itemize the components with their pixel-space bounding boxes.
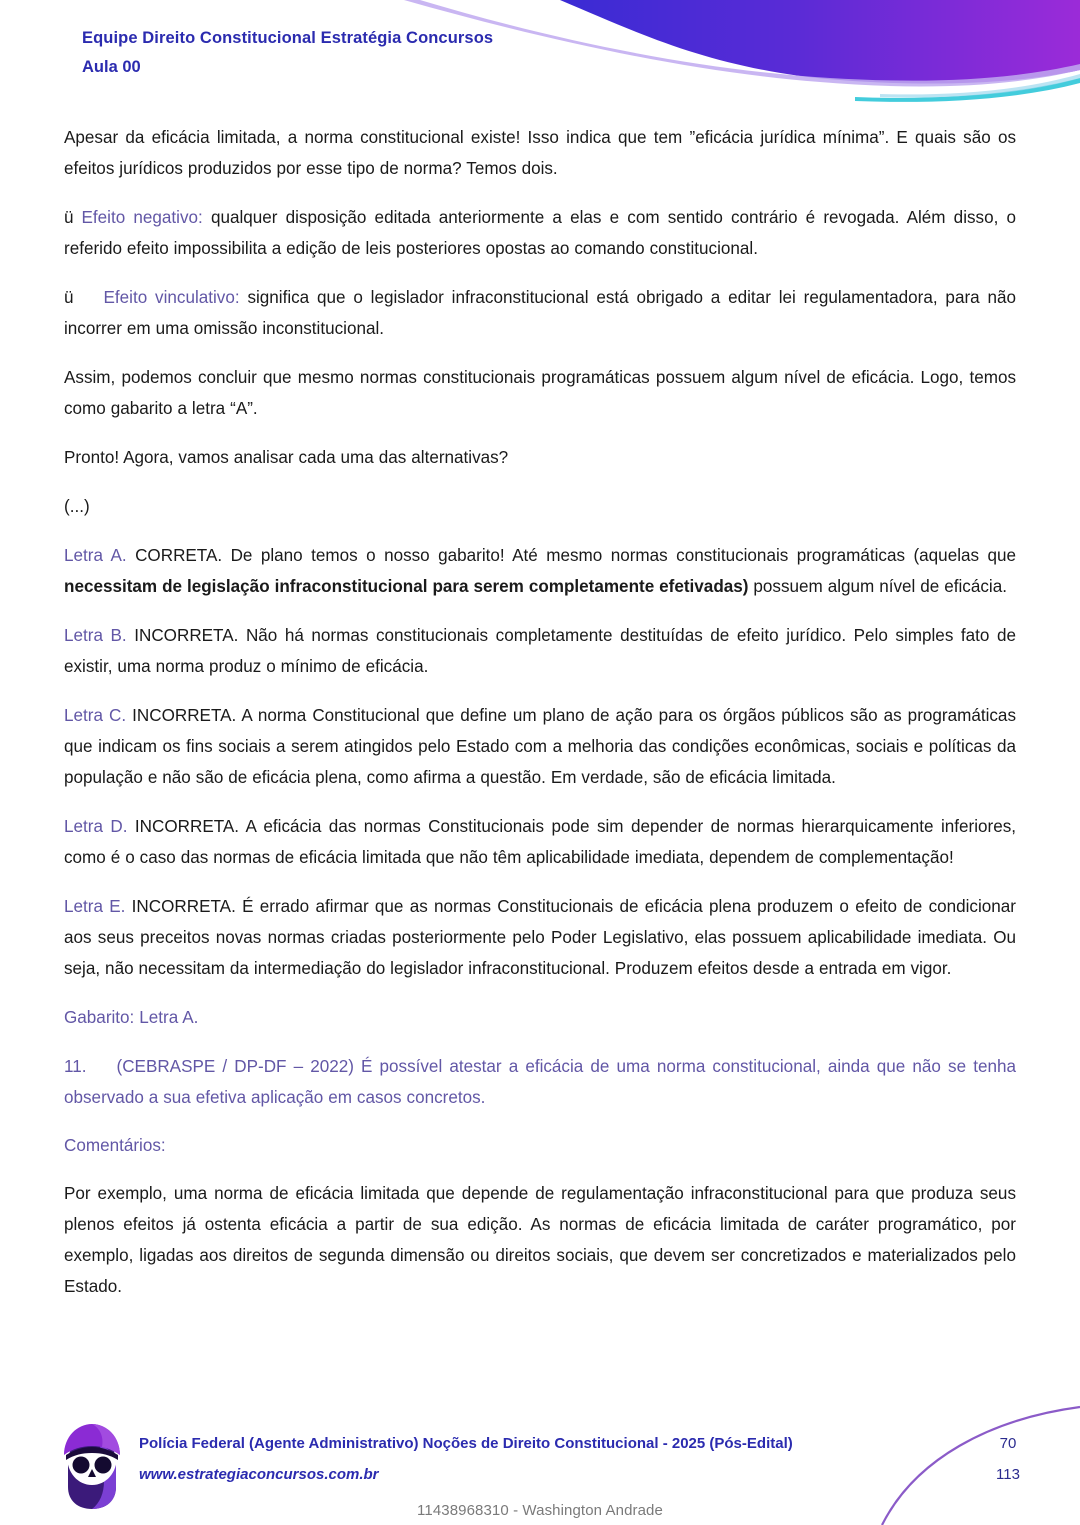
letra-b-label: Letra B. [64,626,127,645]
letra-d-text: INCORRETA. A eficácia das normas Constitucionais pode sim depender de normas hierarquicamente inferiores, como é o caso das normas de eficácia limitada que não têm aplicabilidade imediata, dependem de complementação! [64,817,1016,867]
bullet-efeito-vinculativo [64,282,1016,344]
letra-c-text: INCORRETA. A norma Constitucional que define um plano de ação para os órgãos públicos são as programáticas que indicam os fins sociais a serem atingidos pelo Estado com a melhoria das condições econômicas, sociais e políticas da população e não são de eficácia plena, como afirma a questão. Em verdade, são de eficácia limitada. [64,706,1016,787]
footer-text-block [139,1435,793,1484]
alternative-letra-e [64,891,1016,984]
page-number-current: 70 [999,1435,1017,1452]
bullet-text-efeito-vinculativo: significa que o legislador infraconstitucional está obrigado a editar lei regulamentadora, para não incorrer em uma omissão inconstitucional. [64,288,1016,338]
letra-d-label: Letra D. [64,817,128,836]
paragraph-final: Por exemplo, uma norma de eficácia limitada que depende de regulamentação infraconstitucional para que produza seus plenos efeitos já ostenta eficácia a partir de sua edição. As normas de eficácia limitada de caráter programático, por exemplo, ligadas aos direitos de segunda dimensão ou direitos sociais, que devem ser concretizados e materializados pelo Estado. [64,1184,1016,1296]
letra-a-label: Letra A. [64,546,127,565]
letra-a-text-part2: possuem algum nível de eficácia. [753,577,1007,596]
owl-right-eye [95,1457,112,1474]
paragraph-intro: Apesar da eficácia limitada, a norma constitucional existe! Isso indica que tem ”eficácia jurídica mínima”. E quais são os efeitos jurídicos produzidos por esse tipo de norma? Temos dois. [64,128,1016,178]
page-footer [0,1397,1080,1525]
checkmark-bullet-icon: ü [64,208,74,227]
gabarito-line: Gabarito: Letra A. [64,1008,199,1027]
letra-e-label: Letra E. [64,897,126,916]
paragraph-conclusao: Assim, podemos concluir que mesmo normas constitucionais programáticas possuem algum nível de eficácia. Logo, temos como gabarito a letra “A”. [64,368,1016,418]
letra-a-text-part1: CORRETA. De plano temos o nosso gabarito! Até mesmo normas constitucionais programáticas (aquelas que [135,546,1017,565]
question-11-text: (CEBRASPE / DP-DF – 2022) É possível atestar a eficácia de uma norma constitucional, ainda que não se tenha observado a sua efetiva aplicação em casos concretos. [64,1057,1016,1107]
header-team-name: Equipe Direito Constitucional Estratégia Concursos [82,29,494,47]
page-header [0,0,1080,105]
paragraph-ellipsis: (...) [64,497,90,516]
page-number-block [978,1435,1038,1484]
header-lesson-label: Aula 00 [82,57,141,76]
question-11 [64,1051,1016,1113]
bullet-text-efeito-negativo: qualquer disposição editada anteriormente a elas e com sentido contrário é revogada. Além disso, o referido efeito impossibilita a edição de leis posteriores opostas ao comando constitucional. [64,208,1017,258]
header-title-block [82,28,493,77]
document-content [64,122,1016,1320]
footer-watermark: 11438968310 - Washington Andrade [417,1502,663,1519]
checkmark-bullet-icon: ü [64,288,74,307]
footer-website-url[interactable]: www.estrategiaconcursos.com.br [139,1466,379,1483]
alternative-letra-a [64,540,1016,602]
bullet-label-efeito-negativo: Efeito negativo: [81,208,203,227]
alternative-letra-b [64,620,1016,682]
alternative-letra-d [64,811,1016,873]
comentarios-label: Comentários: [64,1136,166,1155]
bullet-label-efeito-vinculativo: Efeito vinculativo: [103,288,240,307]
estrategia-owl-logo [54,1415,130,1511]
question-11-number: 11. [64,1057,87,1076]
owl-left-eye [73,1457,90,1474]
paragraph-pronto: Pronto! Agora, vamos analisar cada uma das alternativas? [64,448,509,467]
letra-c-label: Letra C. [64,706,127,725]
alternative-letra-c [64,700,1016,793]
page-number-total: 113 [996,1466,1020,1483]
letra-b-text: INCORRETA. Não há normas constitucionais completamente destituídas de efeito jurídico. Pelo simples fato de existir, uma norma produz o mínimo de eficácia. [64,626,1016,676]
letra-e-text: INCORRETA. É errado afirmar que as normas Constitucionais de eficácia plena produzem o efeito de condicionar aos seus preceitos novas normas criadas posteriormente pelo Poder Legislativo, elas possuem aplicabilidade imediata. Ou seja, não necessitam da intermediação do legislador infraconstitucional. Produzem efeitos desde a entrada em vigor. [64,897,1016,978]
letra-a-text-bold: necessitam de legislação infraconstitucional para serem completamente efetivadas) [64,577,749,596]
bullet-efeito-negativo [64,202,1016,264]
footer-course-title: Polícia Federal (Agente Administrativo) Noções de Direito Constitucional - 2025 (Pós-Edital) [139,1435,793,1452]
